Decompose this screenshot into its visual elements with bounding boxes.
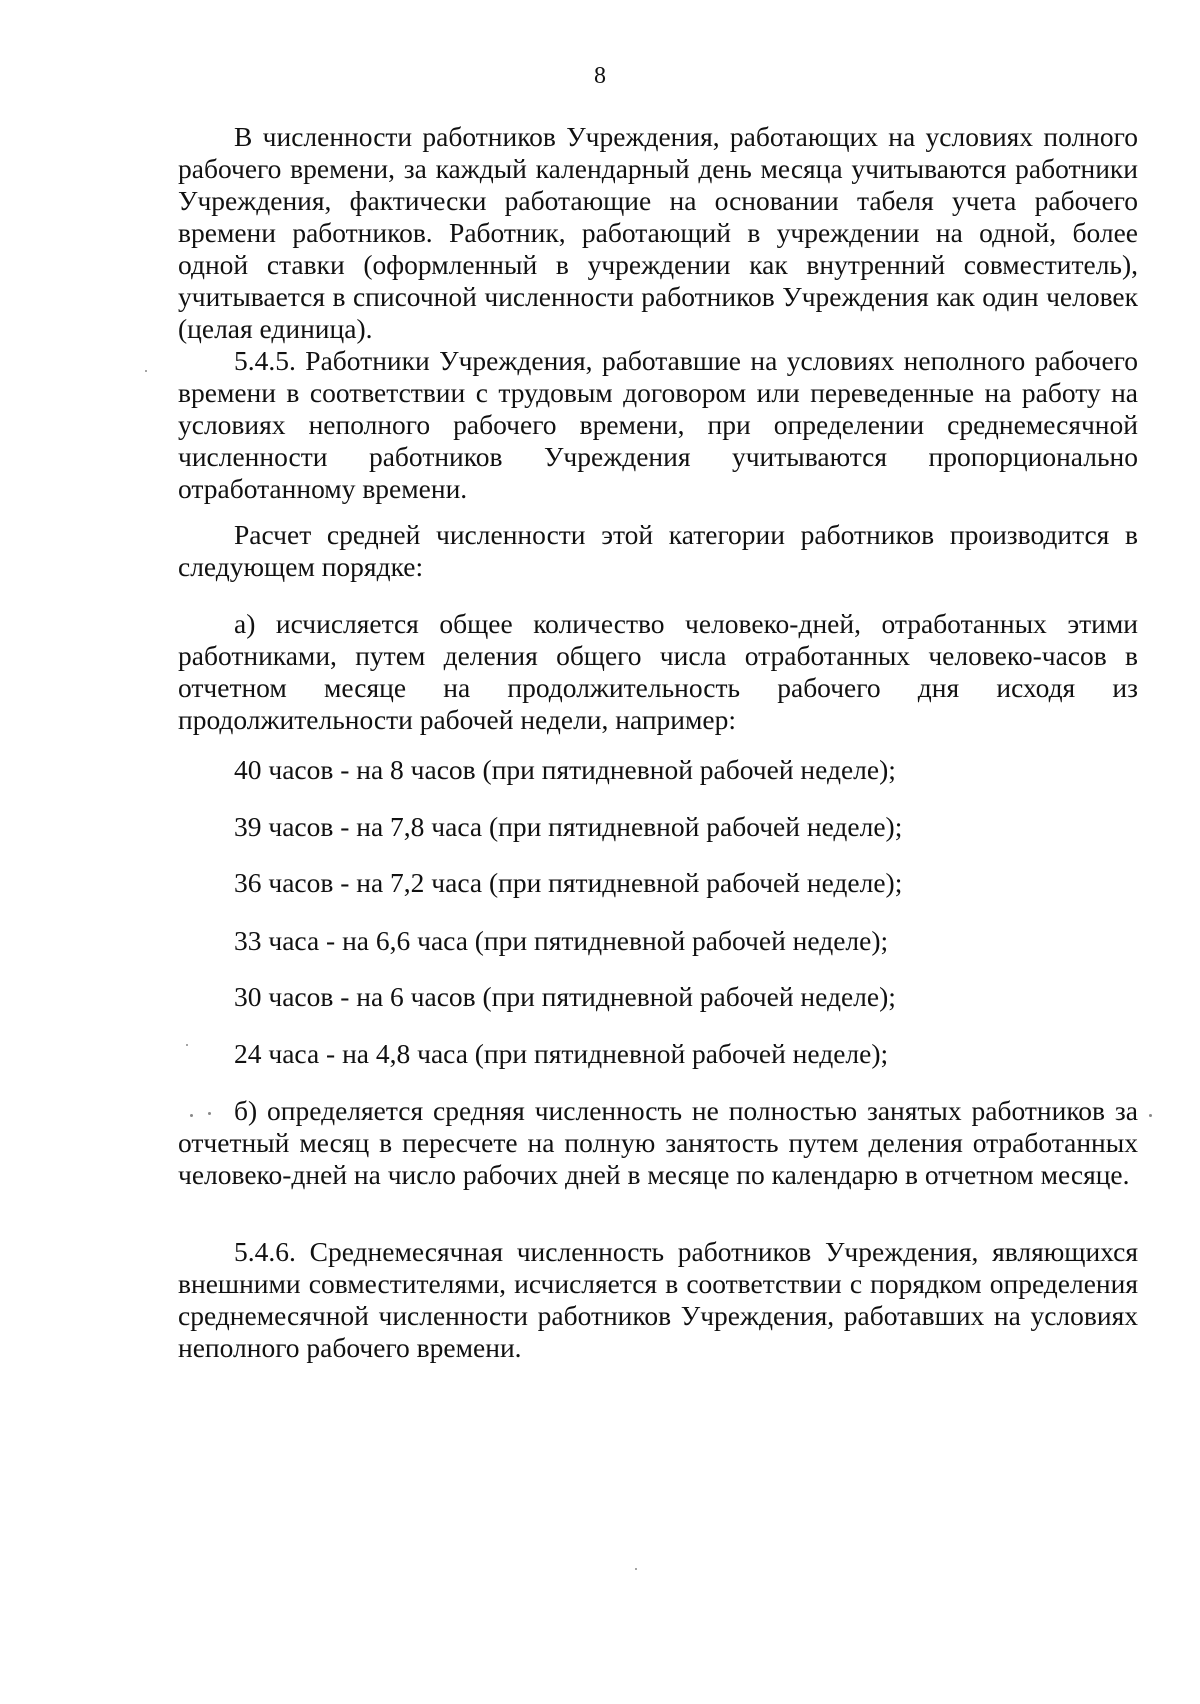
scan-speck (635, 1568, 637, 1570)
example-line: 30 часов - на 6 часов (при пятидневной рабочей неделе); (234, 981, 896, 1012)
paragraph-text: Расчет средней численности этой категории работников производится в следующем порядке: (178, 519, 1138, 582)
paragraph-headcount (178, 121, 1138, 345)
paragraph-calculation-intro (178, 519, 1138, 583)
paragraph-text: В численности работников Учреждения, работающих на условиях полного рабочего времени, за каждый календарный день месяца учитываются работники Учреждения, фактически работающие на основании табеля учета рабочего времени работников. Работник, работающий в учреждении на одной, более одной ставки (оформленный в учреждении как внутренний совместитель), учитывается в списочной численности работников Учреждения как один человек (целая единица). (178, 121, 1138, 344)
scan-speck (186, 1044, 188, 1046)
example-line: 40 часов - на 8 часов (при пятидневной рабочей неделе); (234, 754, 896, 785)
paragraph-text: а) исчисляется общее количество человеко-дней, отработанных этими работниками, путем деления общего числа отработанных человеко-часов в отчетном месяце на продолжительность рабочего дня исходя из продолжительности рабочей недели, например: (178, 608, 1138, 735)
example-line: 39 часов - на 7,8 часа (при пятидневной рабочей неделе); (234, 811, 903, 842)
example-line: 33 часа - на 6,6 часа (при пятидневной рабочей неделе); (234, 925, 889, 956)
example-line: 24 часа - на 4,8 часа (при пятидневной рабочей неделе); (234, 1038, 889, 1069)
paragraph-5-4-5 (178, 345, 1138, 505)
paragraph-text: б) определяется средняя численность не полностью занятых работников за отчетный месяц в пересчете на полную занятость путем деления отработанных человеко-дней на число рабочих дней в месяце по календарю в отчетном месяце. (178, 1095, 1138, 1190)
scan-speck (145, 370, 147, 372)
scan-speck (190, 1114, 193, 1117)
paragraph-item-b (178, 1095, 1138, 1191)
paragraph-5-4-6 (178, 1236, 1138, 1364)
scan-speck (1149, 1114, 1152, 1117)
example-line: 36 часов - на 7,2 часа (при пятидневной рабочей неделе); (234, 867, 903, 898)
scan-speck (208, 1112, 211, 1115)
page-number: 8 (594, 63, 606, 89)
paragraph-text: 5.4.6. Среднемесячная численность работников Учреждения, являющихся внешними совместителями, исчисляется в соответствии с порядком определения среднемесячной численности работников Учреждения, работавших на условиях неполного рабочего времени. (178, 1236, 1138, 1363)
paragraph-text: 5.4.5. Работники Учреждения, работавшие на условиях неполного рабочего времени в соответствии с трудовым договором или переведенные на работу на условиях неполного рабочего времени, при определении среднемесячной численности работников Учреждения учитываются пропорционально отработанному времени. (178, 345, 1138, 504)
paragraph-item-a (178, 608, 1138, 736)
